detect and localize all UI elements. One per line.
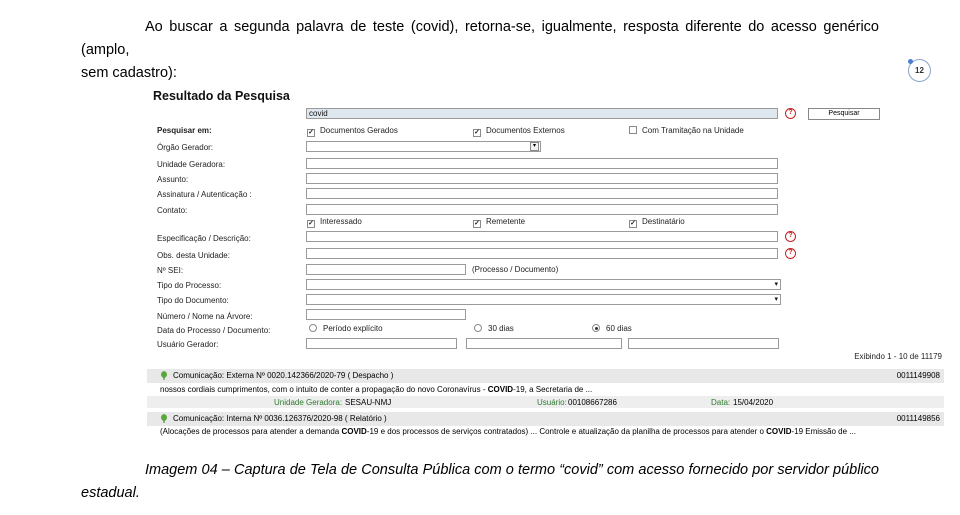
caption-line-1: Imagem 04 – Captura de Tela de Consulta Pública com o termo “covid” com acesso fornecido por servidor público — [145, 462, 879, 478]
data-label: Data do Processo / Documento: — [157, 326, 271, 335]
snippet-text: -19 Emissão de ... — [791, 427, 856, 436]
30-dias-radio[interactable] — [474, 324, 514, 333]
snippet-highlight: COVID — [766, 427, 792, 436]
check-icon: ✓ — [308, 129, 314, 136]
usuario-input-1[interactable] — [306, 338, 457, 349]
tipo-processo-label: Tipo do Processo: — [157, 281, 222, 290]
unidade-meta-value: SESAU-NMJ — [345, 398, 392, 407]
snippet-text: -19 e dos processos de serviços contratados) ... Controle e atualização da planilha de processos para atender o — [366, 427, 767, 436]
usuario-meta-value: 00108667286 — [568, 398, 617, 407]
leaf-icon — [160, 414, 168, 423]
nsei-input[interactable] — [306, 264, 466, 275]
tipo-processo-select[interactable] — [306, 279, 781, 290]
contato-label: Contato: — [157, 206, 188, 215]
30-dias-label: 30 dias — [488, 324, 514, 333]
usuario-input-2[interactable] — [466, 338, 622, 349]
result-title-link[interactable]: Comunicação: Externa Nº 0020.142366/2020-79 ( Despacho ) — [173, 371, 394, 380]
unidade-meta-label: Unidade Geradora: — [274, 398, 343, 407]
docs-externos-checkbox[interactable] — [473, 126, 565, 137]
snippet-text: nossos cordiais cumprimentos, com o intuito de conter a propagação do novo Coronavírus - — [160, 385, 488, 394]
snippet-highlight: COVID — [341, 427, 367, 436]
result-snippet — [160, 385, 592, 394]
60-dias-label: 60 dias — [606, 324, 632, 333]
result-header — [147, 369, 944, 383]
check-icon: ✓ — [630, 220, 636, 227]
obs-label: Obs. desta Unidade: — [157, 251, 230, 260]
check-icon: ✓ — [474, 129, 480, 136]
docs-gerados-checkbox[interactable] — [307, 126, 398, 137]
obs-input[interactable] — [306, 248, 778, 259]
tipo-documento-select[interactable] — [306, 294, 781, 305]
destinatario-label: Destinatário — [642, 217, 685, 226]
result-id[interactable]: 0011149908 — [896, 371, 940, 380]
destinatario-checkbox[interactable] — [629, 217, 685, 228]
figure-caption — [81, 459, 879, 505]
obs-help-icon[interactable]: ? — [785, 248, 796, 259]
especificacao-input[interactable] — [306, 231, 778, 242]
assunto-input[interactable] — [306, 173, 778, 184]
numero-input[interactable] — [306, 309, 466, 320]
checkbox-empty — [629, 126, 637, 134]
search-screenshot — [147, 83, 944, 438]
remetente-label: Remetente — [486, 217, 526, 226]
check-icon: ✓ — [308, 220, 314, 227]
intro-paragraph — [81, 16, 879, 85]
intro-line-2: sem cadastro): — [81, 65, 177, 81]
data-meta-label: Data: — [711, 398, 731, 407]
badge-dot-icon — [908, 59, 913, 64]
tramitacao-label: Com Tramitação na Unidade — [642, 126, 744, 135]
intro-line-1: Ao buscar a segunda palavra de teste (covid), retorna-se, igualmente, resposta diferente do acesso genérico (amplo, — [81, 19, 879, 58]
result-snippet — [160, 427, 856, 436]
chevron-down-icon: ▾ — [774, 281, 778, 288]
page-title: Resultado da Pesquisa — [153, 89, 290, 103]
snippet-text: -19, a Secretaria de ... — [513, 385, 593, 394]
chevron-down-icon: ▾ — [774, 296, 778, 303]
orgao-label: Órgão Gerador: — [157, 143, 214, 152]
usuario-input-3[interactable] — [628, 338, 779, 349]
result-item — [147, 369, 944, 409]
contato-input[interactable] — [306, 204, 778, 215]
unidade-input[interactable] — [306, 158, 778, 169]
orgao-select[interactable] — [306, 141, 541, 152]
nsei-hint: (Processo / Documento) — [472, 265, 559, 274]
search-help-icon[interactable]: ? — [785, 108, 796, 119]
interessado-checkbox[interactable] — [307, 217, 362, 228]
tramitacao-checkbox[interactable] — [629, 126, 744, 135]
interessado-label: Interessado — [320, 217, 362, 226]
periodo-label: Período explícito — [323, 324, 383, 333]
assunto-label: Assunto: — [157, 175, 189, 184]
periodo-radio[interactable] — [309, 324, 383, 333]
usuario-label: Usuário Gerador: — [157, 340, 219, 349]
nsei-label: Nº SEI: — [157, 266, 184, 275]
60-dias-radio[interactable] — [592, 324, 632, 333]
especificacao-help-icon[interactable]: ? — [785, 231, 796, 242]
assinatura-input[interactable] — [306, 188, 778, 199]
snippet-highlight: COVID — [487, 385, 514, 394]
pesquisar-em-label: Pesquisar em: — [157, 126, 212, 135]
usuario-meta-label: Usuário: — [537, 398, 567, 407]
caption-line-2: estadual. — [81, 485, 140, 501]
radio-selected — [592, 324, 600, 332]
search-input[interactable]: covid — [306, 108, 778, 119]
especificacao-label: Especificação / Descrição: — [157, 234, 251, 243]
assinatura-label: Assinatura / Autenticação : — [157, 190, 252, 199]
snippet-text: (Alocações de processos para atender a demanda — [160, 427, 342, 436]
result-item — [147, 412, 944, 438]
tipo-documento-label: Tipo do Documento: — [157, 296, 229, 305]
pesquisar-button[interactable]: Pesquisar — [808, 108, 880, 120]
leaf-icon — [160, 371, 168, 380]
radio-empty — [309, 324, 317, 332]
data-meta-value: 15/04/2020 — [733, 398, 774, 407]
docs-gerados-label: Documentos Gerados — [320, 126, 398, 135]
radio-empty — [474, 324, 482, 332]
result-id[interactable]: 0011149856 — [896, 414, 940, 423]
result-title-link[interactable]: Comunicação: Interna Nº 0036.126376/2020-98 ( Relatório ) — [173, 414, 387, 423]
numero-label: Número / Nome na Árvore: — [157, 312, 253, 321]
chevron-down-icon: ▾ — [530, 142, 539, 151]
result-header — [147, 412, 944, 426]
check-icon: ✓ — [474, 220, 480, 227]
result-meta — [147, 396, 944, 408]
remetente-checkbox[interactable] — [473, 217, 525, 228]
page-number-badge: 12 — [908, 59, 931, 82]
unidade-label: Unidade Geradora: — [157, 160, 226, 169]
results-count: Exibindo 1 - 10 de 11179 — [854, 352, 942, 361]
docs-externos-label: Documentos Externos — [486, 126, 565, 135]
